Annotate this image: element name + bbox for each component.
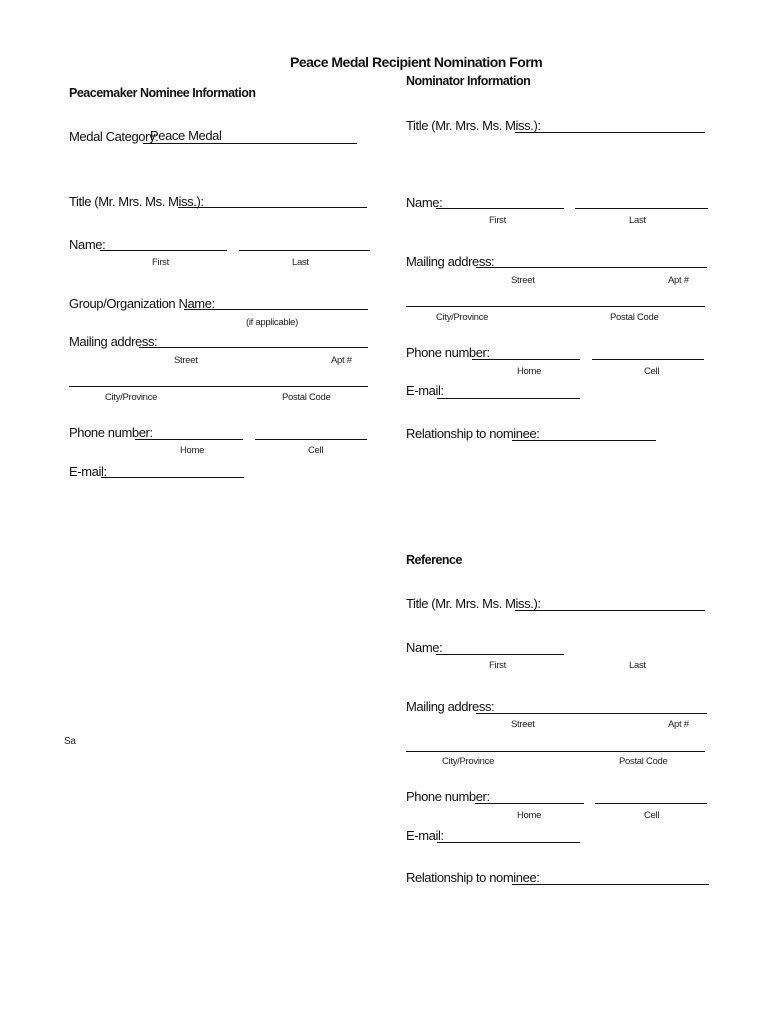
reference-city-caption: City/Province [442,756,495,767]
nominee-medal-category-label: Medal Category: [69,129,159,144]
reference-phone-label: Phone number: [406,789,490,804]
nominee-cell-phone-field[interactable] [255,439,367,440]
reference-cell-caption: Cell [644,810,660,821]
nominator-postal-caption: Postal Code [610,312,659,323]
nominator-phone-label: Phone number: [406,345,490,360]
nominee-postal-caption: Postal Code [282,392,331,403]
nominee-mailing-label: Mailing address: [69,334,158,349]
reference-home-phone-field[interactable] [475,803,584,804]
nominator-last-caption: Last [629,215,646,226]
nominee-first-name-field[interactable] [100,250,227,251]
nominee-title-label: Title (Mr. Mrs. Ms. Miss.): [69,194,204,209]
stray-text: Sa [64,736,76,747]
nominee-medal-category-field[interactable] [143,143,357,144]
nominee-first-caption: First [152,257,169,268]
form-title: Peace Medal Recipient Nomination Form [290,54,543,70]
nominator-mailing-label: Mailing address: [406,254,495,269]
reference-email-field[interactable] [437,842,580,843]
nominee-group-caption: (if applicable) [246,317,298,328]
reference-mailing-label: Mailing address: [406,699,495,714]
nominee-home-caption: Home [180,445,205,456]
reference-cell-phone-field[interactable] [595,803,707,804]
nominee-title-field[interactable] [178,207,367,208]
nominee-apt-caption: Apt # [331,355,352,366]
nominator-home-phone-field[interactable] [472,359,580,360]
nominator-email-label: E-mail: [406,383,444,398]
nominator-last-name-field[interactable] [575,208,708,209]
nominee-group-field[interactable] [184,309,368,310]
nominee-last-name-field[interactable] [239,250,370,251]
nominee-home-phone-field[interactable] [135,439,243,440]
nominee-street-field[interactable] [139,347,368,348]
reference-last-caption: Last [629,660,646,671]
nominee-cell-caption: Cell [308,445,324,456]
nominee-phone-label: Phone number: [69,425,153,440]
reference-relationship-field[interactable] [512,884,709,885]
nominator-email-field[interactable] [437,398,580,399]
reference-title-label: Title (Mr. Mrs. Ms. Miss.): [406,596,541,611]
reference-postal-caption: Postal Code [619,756,668,767]
nominee-city-caption: City/Province [105,392,158,403]
nominee-street-caption: Street [174,355,198,366]
nominator-name-label: Name: [406,195,443,210]
nominee-email-field[interactable] [101,477,244,478]
reference-street-caption: Street [511,719,535,730]
reference-section-heading: Reference [406,553,462,567]
reference-relationship-label: Relationship to nominee: [406,870,540,885]
nominator-relationship-label: Relationship to nominee: [406,426,540,441]
nominee-medal-category-value: Peace Medal [150,128,222,143]
reference-first-name-field[interactable] [436,654,564,655]
nominator-street-caption: Street [511,275,535,286]
nominee-city-field[interactable] [69,386,368,387]
reference-email-label: E-mail: [406,828,444,843]
reference-title-field[interactable] [515,610,705,611]
reference-first-caption: First [489,660,506,671]
nominator-first-name-field[interactable] [436,208,564,209]
reference-apt-caption: Apt # [668,719,689,730]
nominee-section-heading: Peacemaker Nominee Information [69,86,256,100]
nominator-section-heading: Nominator Information [406,74,531,88]
nominee-name-label: Name: [69,237,106,252]
reference-home-caption: Home [517,810,542,821]
reference-name-label: Name: [406,640,443,655]
nominator-home-caption: Home [517,366,542,377]
nominator-title-field[interactable] [515,132,705,133]
reference-city-field[interactable] [406,751,705,752]
nominee-group-label: Group/Organization Name: [69,296,215,311]
nominator-cell-phone-field[interactable] [592,359,704,360]
nominator-title-label: Title (Mr. Mrs. Ms. Miss.): [406,118,541,133]
nominator-street-field[interactable] [476,267,707,268]
nominee-email-label: E-mail: [69,464,107,479]
nominator-first-caption: First [489,215,506,226]
nominator-cell-caption: Cell [644,366,660,377]
reference-street-field[interactable] [476,713,707,714]
nominator-city-field[interactable] [406,306,705,307]
nominator-city-caption: City/Province [436,312,489,323]
nominator-relationship-field[interactable] [512,440,656,441]
nominator-apt-caption: Apt # [668,275,689,286]
nominee-last-caption: Last [292,257,309,268]
